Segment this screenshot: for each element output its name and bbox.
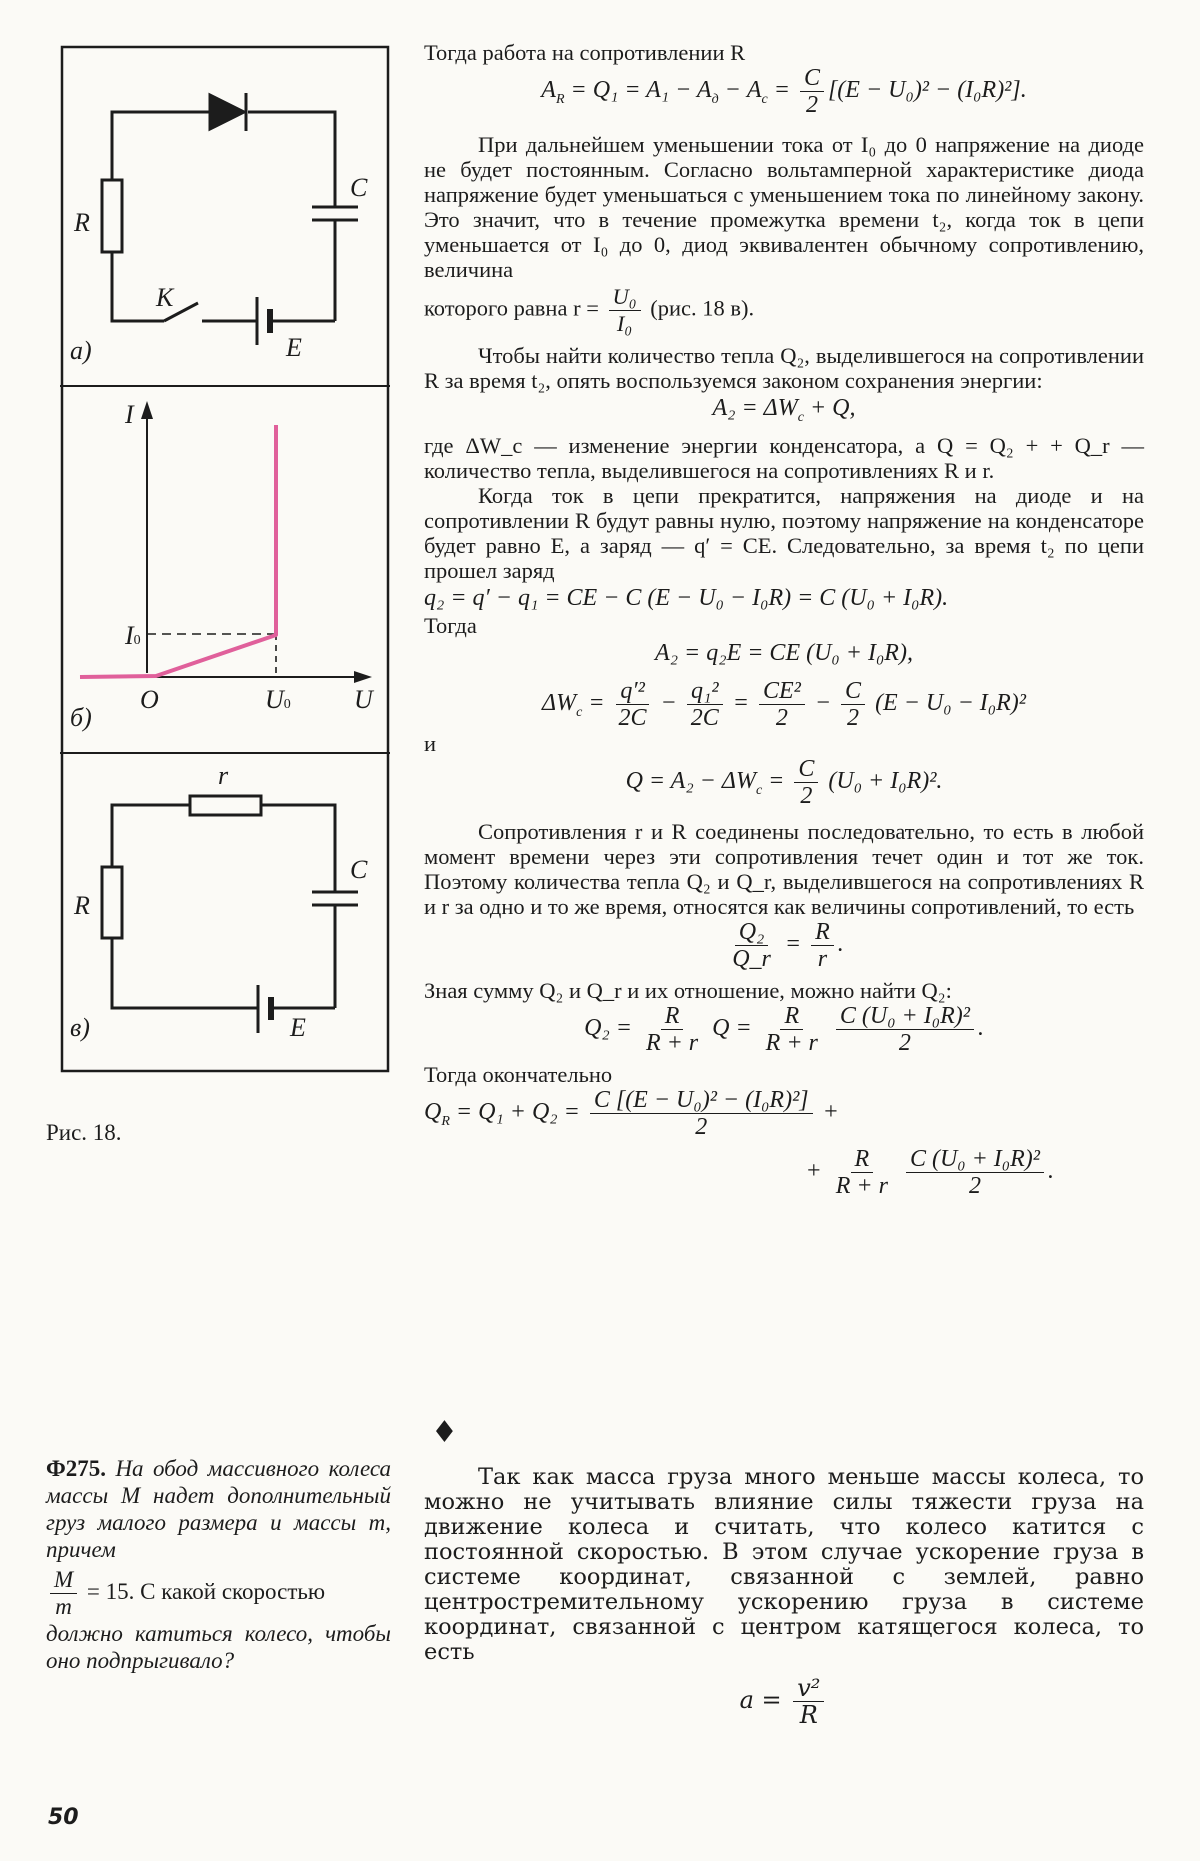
panel-label-b: б)	[70, 703, 92, 732]
line-equivalent-resistance: которого равна r = $\frac{\text{U₀}}{\text{I₀}}$ (рис. 18 в).	[424, 284, 755, 336]
label-E-a: E	[286, 333, 302, 362]
text-togda-1: Тогда	[424, 612, 477, 638]
problem-number: Ф275.	[46, 1456, 107, 1481]
resistor-R-c	[102, 867, 122, 938]
label-I0: I0	[125, 621, 141, 650]
axis-U-arrow	[354, 671, 372, 683]
resistor-R-a	[102, 180, 122, 252]
paragraph-heat-Q2: Чтобы найти количество тепла Q₂, выделившегося на сопротивлении R за время t₂, опять воспользуемся законом сохранения энергии:	[424, 343, 1144, 393]
wire-c-top-left	[112, 805, 190, 867]
label-R-c: R	[74, 891, 90, 920]
equation-heat-ratio: $\frac{\text{Q₂}}{Q\_r}$ = $\frac{R}{r}$ .	[732, 918, 844, 972]
diode-vi-curve	[80, 425, 276, 677]
figure-caption: Рис. 18.	[46, 1120, 122, 1145]
equation-QR-part1: $Q_R = Q_1 + Q_2$ = $\frac{\text{C [(E − U₀)² − (I₀R)²]}}{2}$ +	[424, 1086, 839, 1140]
problem-text: На обод массивного колеса массы M надет дополнительный груз малого размера и массы m, причем	[46, 1456, 391, 1562]
label-origin: O	[140, 685, 159, 714]
label-r-c: r	[218, 761, 229, 790]
panel-label-c: в)	[70, 1013, 90, 1042]
circuit-a	[102, 93, 358, 345]
problem-F275	[46, 1455, 391, 1674]
text-finally: Тогда окончательно	[424, 1061, 613, 1087]
equation-acceleration: a = $\frac{\text{v²}}{R}$	[424, 1675, 1144, 1728]
label-C-c: C	[350, 855, 368, 884]
answer-F275	[424, 1465, 1144, 1728]
paragraph-current-stops: Когда ток в цепи прекратится, напряжения на диоде и на сопротивлении R будут равны нулю, поэтому напряжение на конденсаторе будет равно E, а заряд — q′ = CE. Следовательно, за время t₂ по цепи прошел заряд	[424, 482, 1144, 583]
label-U0: U0	[265, 685, 291, 714]
problem-ratio-line: $\frac{M}{m}$ = 15. С какой скоростью	[46, 1567, 391, 1620]
equation-work-AR: $A_R = Q_1 = A_1 - A_д - A_c$ = $\frac{C}{2}$ [(E − U₀)² − (I₀R)²].	[541, 65, 1027, 118]
equation-Q-total: $Q = A_2 - \Delta W_c$ = $\frac{C}{2}$ (U₀ + I₀R)².	[625, 755, 943, 809]
answer-marker-diamond: ♦	[431, 1415, 458, 1450]
figure-18-drawing	[60, 45, 390, 1075]
paragraph-current-decrease: При дальнейшем уменьшении тока от I₀ до 0 напряжение на диоде не будет постоянным. Согласно вольтамперной характеристике диода напряжение будет уменьшаться с уменьшением тока по линейному закону. Это значит, что в течение промежутка времени t₂, когда ток в цепи уменьшается от I₀ до 0, диод эквивалентен обычному сопротивлению, величина	[424, 132, 1144, 282]
main-text-column	[424, 40, 1144, 1199]
paragraph-series-resistors: Сопротивления r и R соединены последовательно, то есть в любой момент времени через эти сопротивления течет один и тот же ток. Поэтому количества тепла Q₂ и Q_r, выделившегося на сопротивлениях R и r за одно и то же время, относятся как величины сопротивлений, то есть	[424, 818, 1144, 919]
wire-a-top-left	[112, 112, 210, 180]
wire-a-top-right	[248, 112, 335, 207]
equation-charge-q2: q₂ = q′ − q₁ = CE − C (E − U₀ − I₀R) = C (U₀ + I₀R).	[424, 584, 949, 611]
panel-label-a: a)	[70, 336, 92, 365]
label-K: K	[156, 283, 174, 312]
label-R-a: R	[74, 208, 90, 237]
wire-c-top-right	[261, 805, 335, 892]
figure-18-panel	[60, 45, 390, 1075]
equation-energy-conservation: $A_2 = \Delta W_c + Q$,	[712, 395, 856, 425]
problem-text-end: должно катиться колесо, чтобы оно подпрыгивало?	[46, 1621, 391, 1673]
label-axis-U: U	[354, 685, 373, 714]
diode-a	[210, 95, 244, 129]
axis-I-arrow	[141, 401, 153, 419]
page-number: 50	[48, 1805, 79, 1830]
text-line-work-on-resistor: Тогда работа на сопротивлении R	[424, 40, 746, 65]
label-axis-I: I	[125, 400, 134, 429]
text-find-Q2: Зная сумму Q₂ и Q_r и их отношение, можно найти Q₂:	[424, 977, 952, 1003]
resistor-r-c	[190, 796, 261, 815]
label-E-c: E	[290, 1013, 306, 1042]
equation-A2: A₂ = q₂E = CE (U₀ + I₀R),	[655, 639, 913, 666]
equation-dWc: $\Delta W_c$ = $\frac{\text{q′²}}{2C}$ − $\frac{\text{q₁²}}{2C}$ = $\frac{\text{CE²}}{2}$ − $\frac{C}{2}$ (E − U₀ − I₀R)²	[542, 677, 1026, 731]
equation-Q2: Q₂ = $\frac{R}{R + r}$ Q = $\frac{R}{R + r}$ $\frac{\text{C (U₀ + I₀R)²}}{2}$ .	[584, 1002, 984, 1056]
circuit-c	[102, 796, 358, 1033]
paragraph-where-dWc: где ΔW_c — изменение энергии конденсатора, а Q = Q₂ + + Q_r — количество тепла, выделившегося на сопротивлениях R и r.	[424, 432, 1144, 483]
answer-paragraph: Так как масса груза много меньше массы колеса, то можно не учитывать влияние силы тяжести груза на движение колеса и считать, что колесо катится с постоянной скоростью. В этом случае ускорение груза в системе координат, связанной с землей, равно центростремительному ускорению груза в системе координат, связанной с центром катящегося колеса, то есть	[424, 1464, 1144, 1665]
wire-c-bottom-left	[112, 938, 258, 1008]
text-i: и	[424, 730, 437, 756]
label-C-a: C	[350, 173, 368, 202]
graph-b	[80, 401, 372, 683]
equation-QR-part2: + $\frac{R}{R + r}$ $\frac{\text{C (U₀ + I₀R)²}}{2}$ .	[805, 1145, 1054, 1199]
